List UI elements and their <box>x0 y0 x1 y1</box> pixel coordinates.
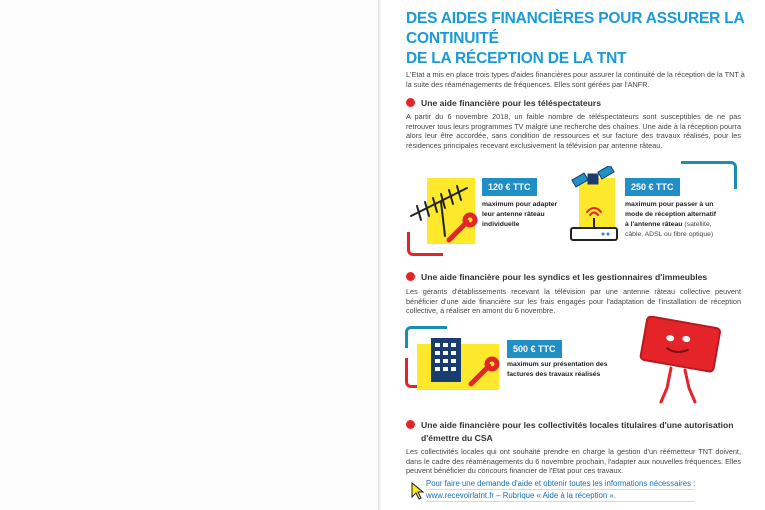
building-icon <box>427 334 467 384</box>
wrench-icon <box>443 212 479 246</box>
tv-mascot-icon <box>637 316 723 408</box>
bullet-dot-icon <box>406 98 415 107</box>
decorative-corner-teal <box>681 161 737 189</box>
section-heading-viewers: Une aide financière pour les téléspectateurs <box>406 98 601 108</box>
section-text-viewers: A partir du 6 novembre 2018, un faible nombre de téléspectateurs sont susceptibles de ne pas retrouver tous leurs programmes TV malgré une recherche des chaînes. Une aide à la réception pourra alors leur être accordée, sans condition de ressources et sur facture des travaux réalisés, pour les résidences principales recevant exclusivement la télévision par antenne râteau. <box>406 112 741 150</box>
price-tag-250: 250 € TTC <box>625 178 680 196</box>
pointer-cursor-icon <box>410 482 424 500</box>
website-link[interactable]: www.recevoirlatnt.fr – Rubrique « Aide à la réception ». <box>426 490 695 502</box>
intro-paragraph: L'Etat a mis en place trois types d'aides financières pour assurer la continuité de la réception de la TNT à la suite des réaménagements de fréquences. Elles sont gérées par l'ANFR. <box>406 70 745 89</box>
bullet-dot-icon <box>406 420 415 429</box>
aid2-description: maximum pour passer à un mode de réception alternatif à l'antenne râteau (satellite, câble, ADSL ou fibre optique) <box>625 201 717 238</box>
wrench-icon <box>465 356 501 390</box>
price-tag-500: 500 € TTC <box>507 340 562 358</box>
satellite-icon <box>569 166 627 200</box>
bullet-dot-icon <box>406 272 415 281</box>
page-title: DES AIDES FINANCIÈRES POUR ASSURER LA CONTINUITÉ DE LA RÉCEPTION DE LA TNT <box>406 10 744 67</box>
aid3-description: maximum sur présentation des factures des travaux réalisés <box>507 361 608 378</box>
section-text-local-authorities: Les collectivités locales qui ont souhaité prendre en charge la gestion d'un réémetteur TNT doivent, dans le cadre des réaménagements du 6 novembre prochain, l'adapter aux nouvelles fréquences. Elles peuvent bénéficier du concours financier de l'Etat pour ces travaux. <box>406 447 741 475</box>
section-text-syndics: Les gérants d'établissements recevant la télévision par une antenne râteau collective peuvent bénéficier d'une aide financière sur les frais engagés pour l'adaptation de l'installation de réception collective, à réaliser en amont du 6 novembre. <box>406 287 741 315</box>
brochure-page <box>381 0 765 510</box>
call-to-action: Pour faire une demande d'aide et obtenir toutes les informations nécessaires : www.recevoirlatnt.fr – Rubrique « Aide à la réception ». <box>426 479 696 500</box>
section-heading-syndics: Une aide financière pour les syndics et les gestionnaires d'immeubles <box>406 272 707 282</box>
price-tag-120: 120 € TTC <box>482 178 537 196</box>
aid1-description: maximum pour adapter leur antenne râteau individuelle <box>482 201 558 228</box>
blank-left-page <box>0 0 378 510</box>
tv-box-icon <box>567 200 621 244</box>
section-heading-local-authorities: Une aide financière pour les collectivités locales titulaires d'une autorisation d'émettre du CSA <box>406 420 733 443</box>
